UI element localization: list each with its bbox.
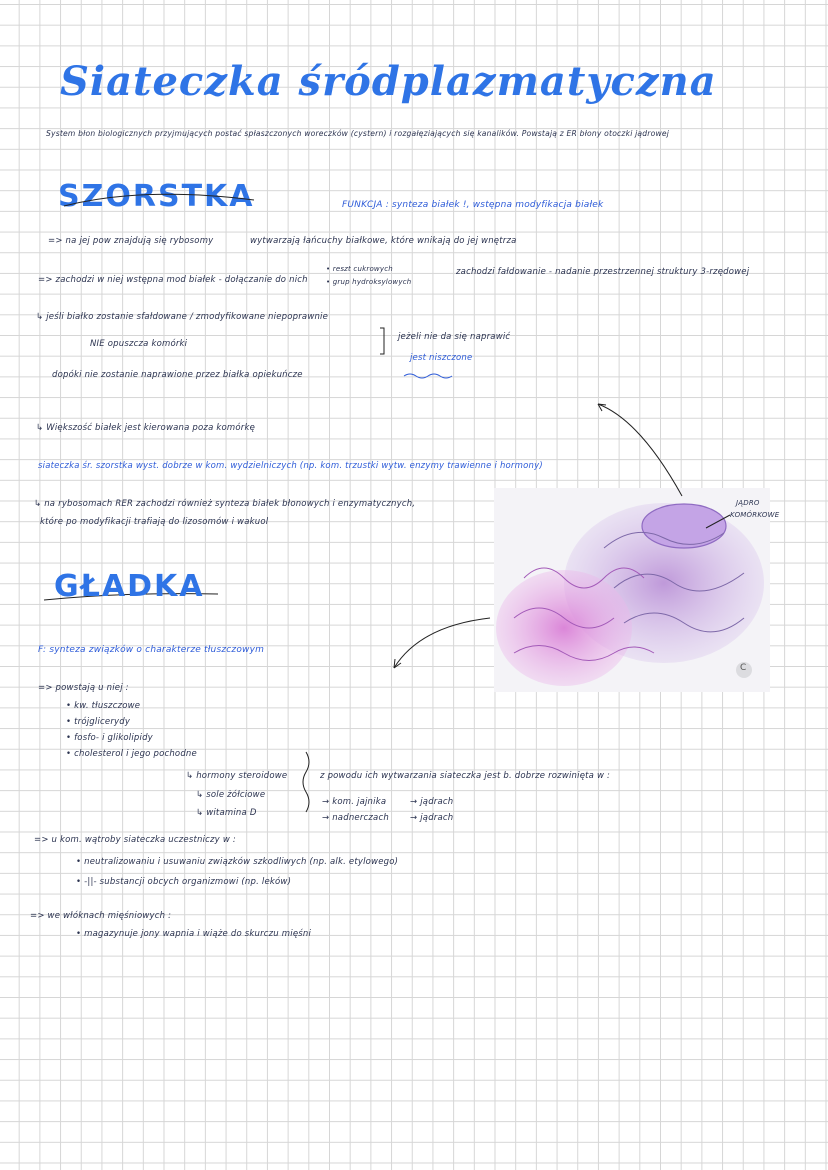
smooth-line: ↳ sole żółciowe	[196, 790, 266, 800]
rough-line: dopóki nie zostanie naprawione przez białka opiekuńcze	[52, 370, 303, 380]
rough-line: ↳ na rybosomach RER zachodzi również synteza białek błonowych i enzymatycznych,	[34, 499, 416, 509]
rough-line: zachodzi fałdowanie - nadanie przestrzennej struktury 3-rzędowej	[456, 267, 750, 277]
rough-line: ↳ jeśli białko zostanie sfałdowane / zmodyfikowane niepoprawnie	[36, 312, 329, 322]
smooth-line: • cholesterol i jego pochodne	[66, 749, 197, 759]
smooth-line: ↳ witamina D	[196, 808, 257, 818]
smooth-line: • kw. tłuszczowe	[66, 701, 141, 711]
smooth-line: • fosfo- i glikolipidy	[66, 733, 153, 743]
smooth-line: • -||- substancji obcych organizmowi (np. leków)	[76, 877, 292, 887]
smooth-line: • neutralizowaniu i usuwaniu związków szkodliwych (np. alk. etylowego)	[76, 857, 399, 867]
rough-heading: SZORSTKA	[58, 179, 255, 214]
intro-text: System błon biologicznych przyjmujących postać spłaszczonych woreczków (cystern) i rozgałęziających się kanalików. Powstają z ER błony otoczki jądrowej	[46, 129, 670, 138]
smooth-line: → kom. jajnika	[322, 797, 387, 807]
nucleus-label: KOMÓRKOWE	[730, 511, 780, 519]
smooth-function: F: synteza związków o charakterze tłuszczowym	[38, 645, 265, 655]
smooth-line: • magazynuje jony wapnia i wiąże do skurczu mięśni	[76, 929, 312, 939]
rough-line: => zachodzi w niej wstępna mod białek - dołączanie do nich	[38, 275, 308, 285]
smooth-line: ↳ hormony steroidowe	[186, 771, 288, 781]
rough-function: FUNKCJA : synteza białek !, wstępna modyfikacja białek	[342, 200, 604, 210]
rough-line: ↳ Większość białek jest kierowana poza komórkę	[36, 423, 256, 433]
rough-line: wytwarzają łańcuchy białkowe, które wnikają do jej wnętrza	[250, 236, 517, 246]
nucleus-label: JĄDRO	[736, 499, 760, 507]
smooth-line: → jądrach	[410, 797, 454, 807]
rough-line: jeżeli nie da się naprawić	[398, 332, 511, 342]
smooth-line: • trójglicerydy	[66, 717, 131, 727]
rough-line: siateczka śr. szorstka wyst. dobrze w kom. wydzielniczych (np. kom. trzustki wytw. enzymy trawienne i hormony)	[38, 461, 543, 471]
smooth-line: → jądrach	[410, 813, 454, 823]
smooth-line: z powodu ich wytwarzania siateczka jest b. dobrze rozwinięta w :	[320, 771, 611, 781]
smooth-line: → nadnerczach	[322, 813, 389, 823]
rough-line: jest niszczone	[410, 353, 473, 363]
smooth-line: => u kom. wątroby siateczka uczestniczy w :	[34, 835, 236, 845]
smooth-heading: GŁADKA	[54, 569, 205, 604]
smooth-line: => powstają u niej :	[38, 683, 129, 693]
copyright-badge: C	[740, 663, 747, 673]
rough-line: które po modyfikacji trafiają do lizosomów i wakuol	[40, 517, 269, 527]
smooth-line: => we włóknach mięśniowych :	[30, 911, 172, 921]
rough-line: • grup hydroksylowych	[326, 278, 412, 286]
rough-line: => na jej pow znajdują się rybosomy	[48, 236, 214, 246]
rough-line: • reszt cukrowych	[326, 265, 393, 273]
page-title: Siateczka śródplazmatyczna	[60, 58, 717, 105]
rough-line: NIE opuszcza komórki	[90, 339, 188, 349]
